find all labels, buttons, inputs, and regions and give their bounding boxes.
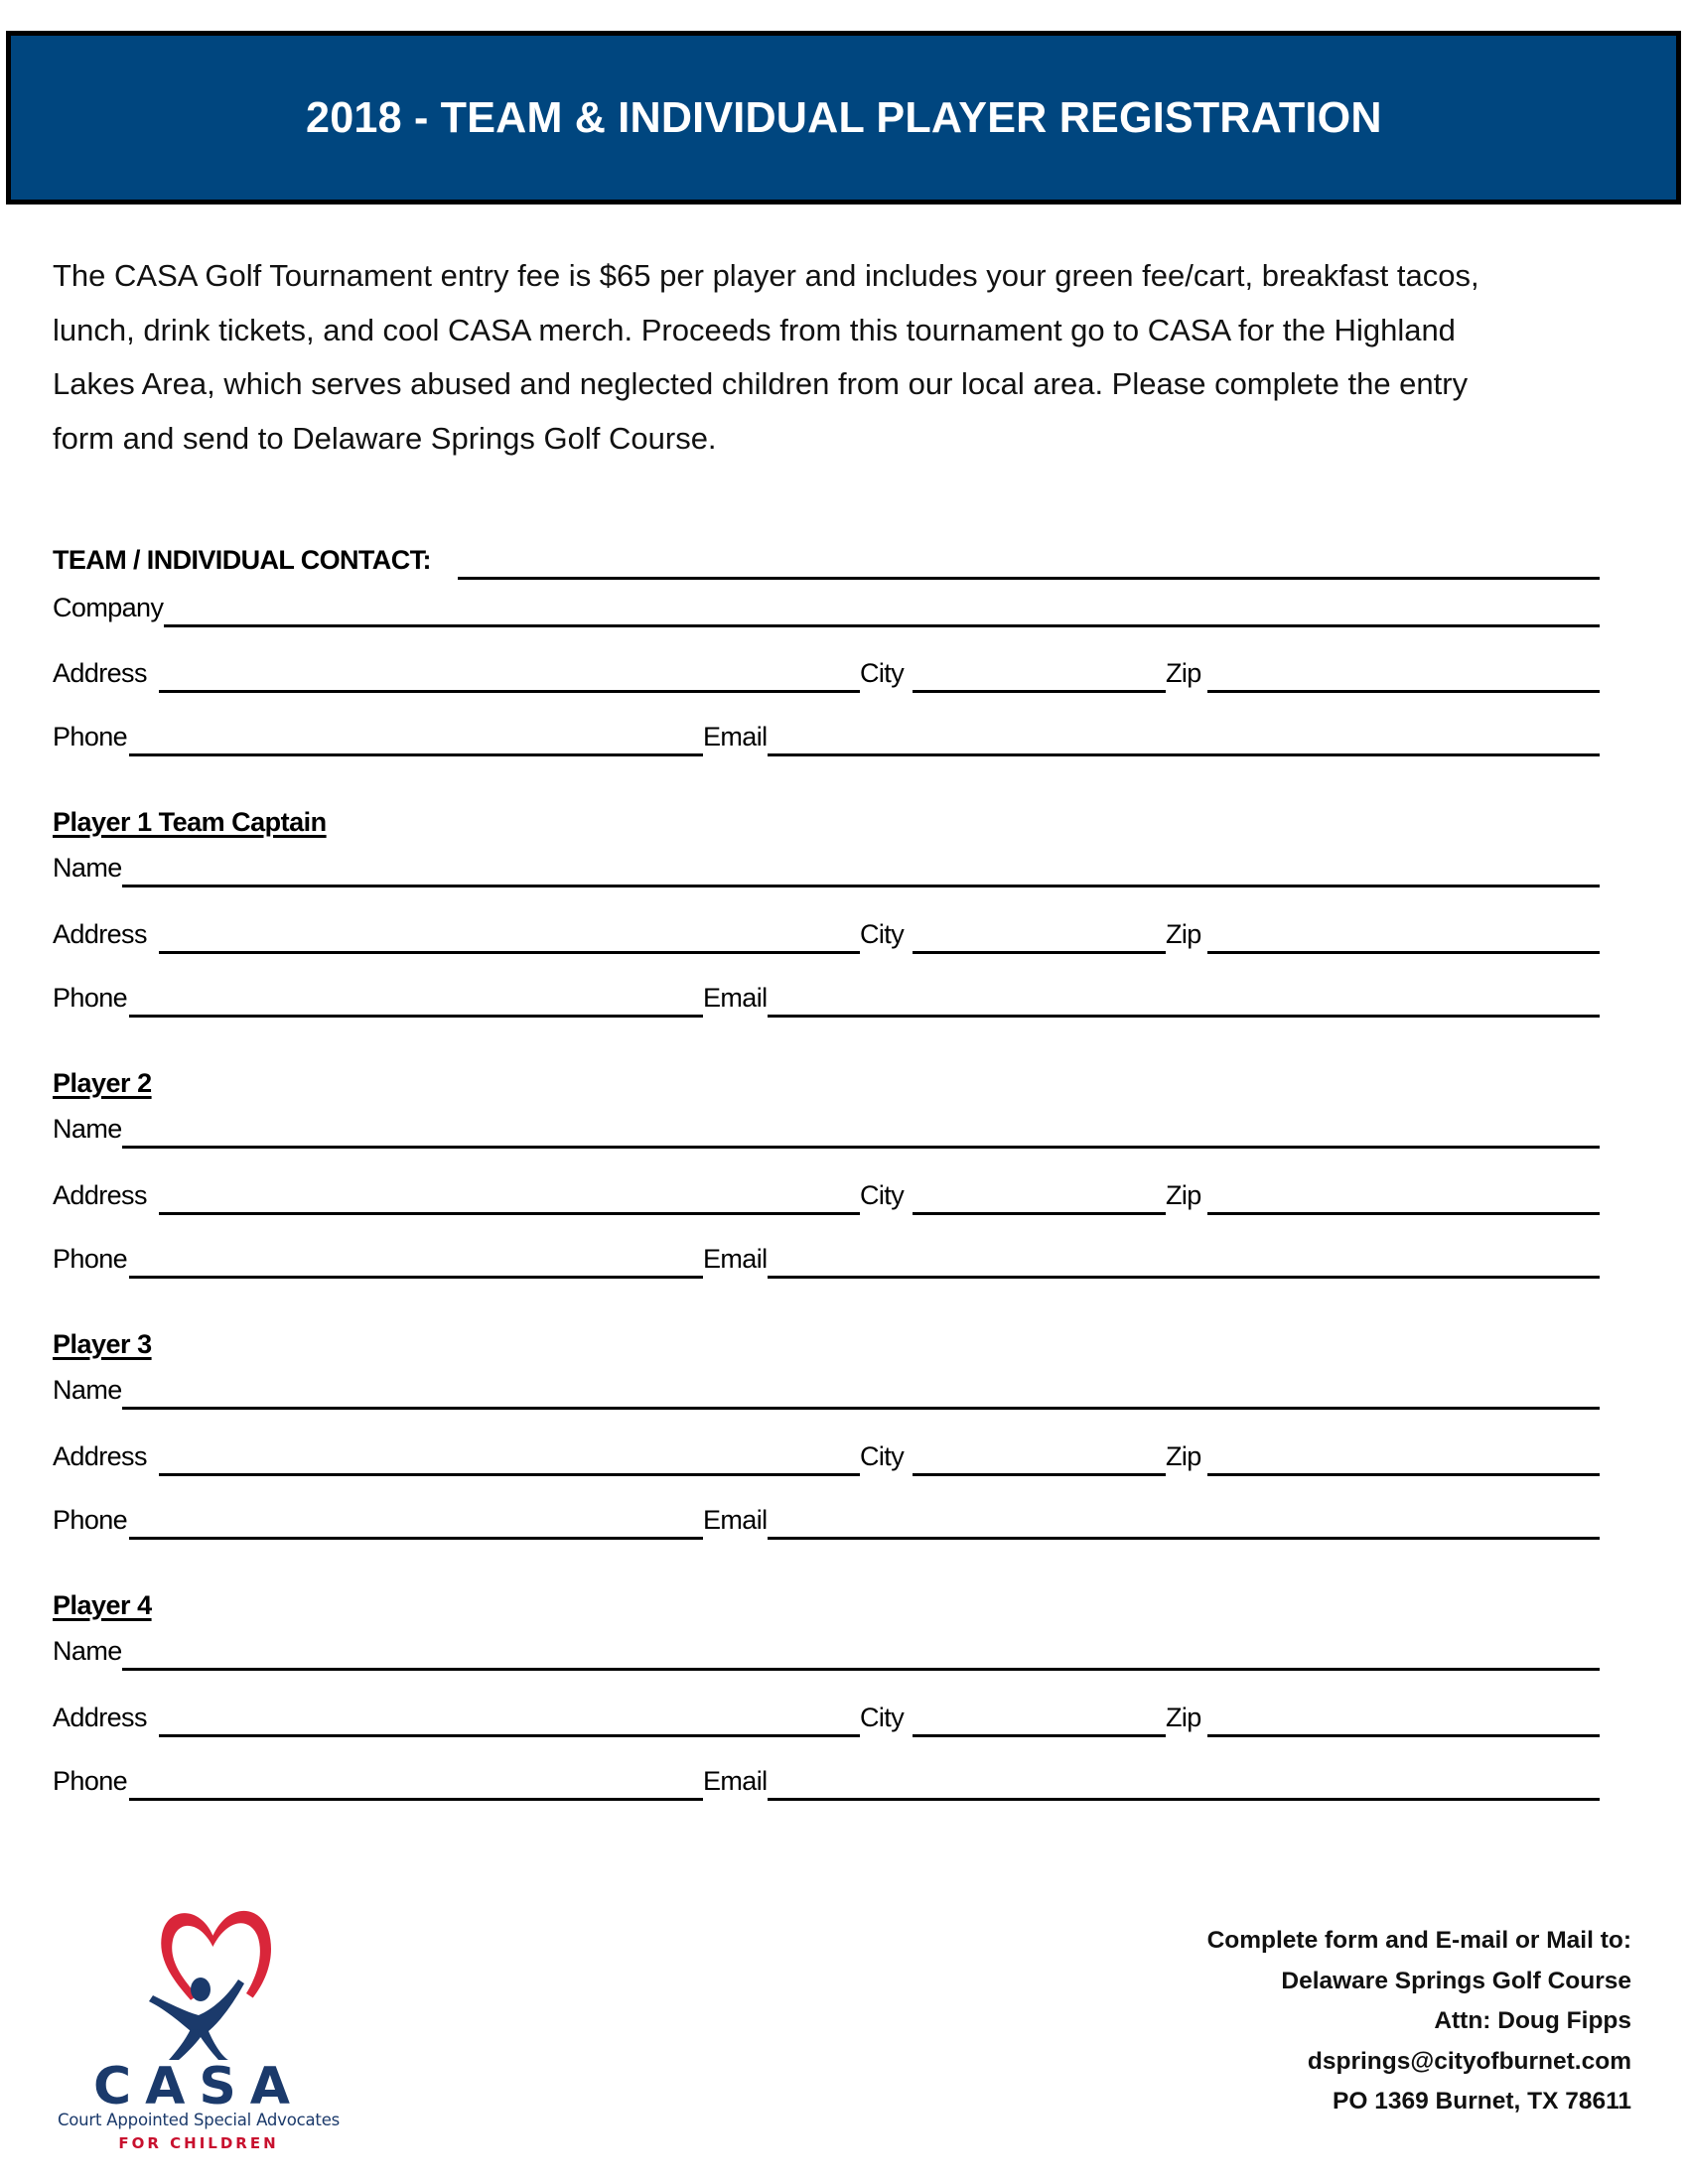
player-2-address-field[interactable]	[159, 1212, 860, 1215]
zip-label: Zip	[1166, 658, 1201, 688]
player-3-phone-row	[53, 1500, 1600, 1540]
mail-email-address[interactable]: dsprings@cityofburnet.com	[1307, 2047, 1631, 2075]
zip-label: Zip	[1166, 1441, 1201, 1471]
player-3-address-field[interactable]	[159, 1473, 860, 1476]
city-label: City	[860, 1441, 905, 1471]
intro-line: Lakes Area, which serves abused and neglected children from our local area. Please complete the entry	[53, 366, 1469, 401]
city-label: City	[860, 1703, 905, 1732]
phone-label: Phone	[53, 1766, 128, 1796]
address-label: Address	[53, 1180, 147, 1210]
player-1-phone-field[interactable]	[129, 1015, 703, 1018]
player-4-zip-field[interactable]	[1207, 1734, 1600, 1737]
zip-label: Zip	[1166, 919, 1201, 949]
page-title: 2018 - TEAM & INDIVIDUAL PLAYER REGISTRATION	[305, 92, 1382, 142]
player-2-city-field[interactable]	[913, 1212, 1166, 1215]
player-3-heading: Player 3	[53, 1329, 152, 1359]
player-1-phone-row	[53, 978, 1600, 1018]
email-label: Email	[703, 983, 768, 1013]
player-2-phone-field[interactable]	[129, 1276, 703, 1279]
logo-tagline: FOR CHILDREN	[118, 2134, 279, 2152]
player-3-zip-field[interactable]	[1207, 1473, 1600, 1476]
player-4-heading: Player 4	[53, 1590, 152, 1620]
email-label: Email	[703, 1766, 768, 1796]
contact-address-field[interactable]	[159, 690, 860, 693]
name-label: Name	[53, 1636, 122, 1666]
contact-address-row	[53, 653, 1600, 693]
logo-wordmark: CASA	[92, 2057, 305, 2116]
player-2-name-field[interactable]	[122, 1146, 1600, 1149]
name-label: Name	[53, 853, 122, 883]
name-label: Name	[53, 1375, 122, 1405]
player-1-heading: Player 1 Team Captain	[53, 807, 327, 837]
player-2-address-row	[53, 1175, 1600, 1215]
intro-line: lunch, drink tickets, and cool CASA merch. Proceeds from this tournament go to CASA for the Highland	[53, 312, 1456, 347]
contact-city-field[interactable]	[913, 690, 1166, 693]
title-banner	[6, 31, 1681, 205]
player-3-name-field[interactable]	[122, 1407, 1600, 1410]
mail-attention: Attn: Doug Fipps	[1434, 2007, 1631, 2034]
player-1-email-field[interactable]	[768, 1015, 1600, 1018]
city-label: City	[860, 658, 905, 688]
player-3-address-row	[53, 1436, 1600, 1476]
player-1-city-field[interactable]	[913, 951, 1166, 954]
player-4-phone-row	[53, 1761, 1600, 1801]
player-1-name-field[interactable]	[122, 885, 1600, 887]
phone-label: Phone	[53, 1505, 128, 1535]
logo-subtitle: Court Appointed Special Advocates	[57, 2111, 341, 2129]
mail-postal-address: PO 1369 Burnet, TX 78611	[1333, 2088, 1631, 2115]
phone-label: Phone	[53, 1244, 128, 1274]
contact-name-row	[53, 540, 1600, 580]
contact-heading-label: TEAM / INDIVIDUAL CONTACT:	[53, 545, 431, 575]
address-label: Address	[53, 1703, 147, 1732]
player-2-email-field[interactable]	[768, 1276, 1600, 1279]
name-label: Name	[53, 1114, 122, 1144]
contact-name-field[interactable]	[458, 577, 1600, 580]
player-4-phone-field[interactable]	[129, 1798, 703, 1801]
player-3-phone-field[interactable]	[129, 1537, 703, 1540]
player-3-city-field[interactable]	[913, 1473, 1166, 1476]
zip-label: Zip	[1166, 1180, 1201, 1210]
player-1-address-field[interactable]	[159, 951, 860, 954]
player-2-phone-row	[53, 1239, 1600, 1279]
address-label: Address	[53, 658, 147, 688]
player-1-name-row	[53, 848, 1600, 887]
contact-zip-field[interactable]	[1207, 690, 1600, 693]
player-4-email-field[interactable]	[768, 1798, 1600, 1801]
player-4-name-field[interactable]	[122, 1668, 1600, 1671]
player-1-address-row	[53, 914, 1600, 954]
contact-phone-row	[53, 717, 1600, 756]
player-4-name-row	[53, 1631, 1600, 1671]
player-1-zip-field[interactable]	[1207, 951, 1600, 954]
player-2-heading: Player 2	[53, 1068, 152, 1098]
contact-phone-field[interactable]	[129, 753, 703, 756]
company-label: Company	[53, 593, 164, 622]
address-label: Address	[53, 919, 147, 949]
casa-logo	[50, 1886, 348, 2154]
intro-line: form and send to Delaware Springs Golf Course.	[53, 420, 717, 456]
heart-figure-icon	[50, 1886, 348, 2060]
email-label: Email	[703, 1505, 768, 1535]
player-4-address-row	[53, 1698, 1600, 1737]
intro-line: The CASA Golf Tournament entry fee is $65 per player and includes your green fee/cart, breakfast tacos,	[53, 258, 1479, 293]
zip-label: Zip	[1166, 1703, 1201, 1732]
city-label: City	[860, 1180, 905, 1210]
email-label: Email	[703, 722, 768, 751]
phone-label: Phone	[53, 983, 128, 1013]
city-label: City	[860, 919, 905, 949]
address-label: Address	[53, 1441, 147, 1471]
player-4-address-field[interactable]	[159, 1734, 860, 1737]
mail-recipient-org: Delaware Springs Golf Course	[1281, 1967, 1631, 1994]
player-2-zip-field[interactable]	[1207, 1212, 1600, 1215]
player-3-email-field[interactable]	[768, 1537, 1600, 1540]
email-label: Email	[703, 1244, 768, 1274]
contact-email-field[interactable]	[768, 753, 1600, 756]
company-field[interactable]	[164, 624, 1600, 627]
company-row	[53, 588, 1600, 627]
phone-label: Phone	[53, 722, 128, 751]
player-3-name-row	[53, 1370, 1600, 1410]
mail-instruction: Complete form and E-mail or Mail to:	[1206, 1927, 1631, 1954]
intro-paragraph	[53, 249, 1621, 466]
player-4-city-field[interactable]	[913, 1734, 1166, 1737]
mail-to-block	[1207, 1921, 1631, 2122]
player-2-name-row	[53, 1109, 1600, 1149]
